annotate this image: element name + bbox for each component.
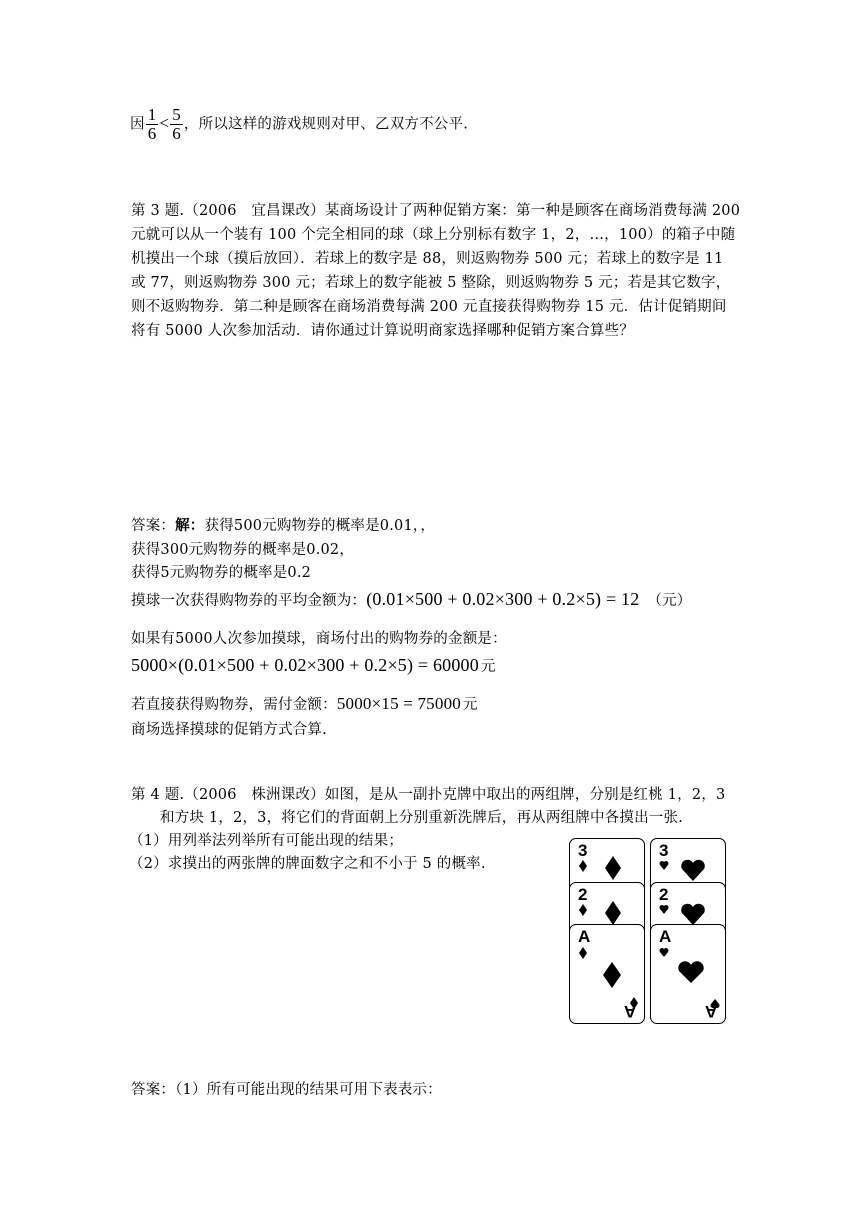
a4-line-1 bbox=[131, 1078, 442, 1099]
a3-line-8: 商场选择摸球的促销方式合算. bbox=[131, 722, 327, 738]
unit-yuan-3: 元 bbox=[463, 697, 478, 713]
solve-label: 解： bbox=[175, 517, 205, 534]
answer-label-2: 答案： bbox=[131, 1082, 176, 1098]
a3-line-2: 获得300元购物券的概率是0.02， bbox=[131, 542, 355, 558]
answer-label: 答案： bbox=[131, 518, 176, 534]
q4-line-3: （1）用列举法列举所有可能出现的结果； bbox=[129, 833, 404, 849]
a3-line-1 bbox=[131, 514, 435, 535]
a3-text-1: 获得500元购物券的概率是0.01，， bbox=[204, 518, 436, 534]
unit-yuan: （元） bbox=[647, 593, 692, 609]
q3-line-1: 第 3 题.（2006 宜昌课改）某商场设计了两种促销方案：第一种是顾客在商场消费每满 200 bbox=[131, 203, 741, 219]
intro-prefix: 因 bbox=[130, 116, 145, 133]
a3-line-4 bbox=[131, 589, 692, 610]
card-rank: A bbox=[578, 927, 591, 946]
fraction-one-sixth: $\frac{1}{6}$ bbox=[147, 105, 157, 143]
unit-yuan-2: 元 bbox=[480, 659, 496, 675]
average-amount-formula: (0.01×500 + 0.02×300 + 0.2×5) = 12 bbox=[366, 589, 640, 609]
heart-icon bbox=[651, 925, 731, 1025]
less-than-sign: < bbox=[159, 113, 170, 133]
q4-line-1: 第 4 题.（2006 株洲课改）如图，是从一副扑克牌中取出的两组牌，分别是红桃 1，2，3 bbox=[131, 787, 726, 803]
card-rank-inverted: A bbox=[623, 1002, 636, 1021]
a3-line-5: 如果有5000人次参加摸球，商场付出的购物券的金额是： bbox=[131, 631, 507, 647]
q3-line-4: 或 77，则返购物券 300 元；若球上的数字能被 5 整除，则返购物券 5 元；若是其它数字， bbox=[131, 275, 731, 291]
a4-text: （1）所有可能出现的结果可用下表表示： bbox=[175, 1082, 442, 1098]
total-amount-formula: 5000×(0.01×500 + 0.02×300 + 0.2×5) = 60000 bbox=[131, 655, 479, 675]
card-heart-ace bbox=[650, 924, 726, 1024]
a3-line-3: 获得5元购物券的概率是0.2 bbox=[131, 565, 312, 581]
intro-suffix: ，所以这样的游戏规则对甲、乙双方不公平. bbox=[183, 116, 469, 133]
card-rank-inverted: A bbox=[704, 1002, 717, 1021]
card-rank: 2 bbox=[578, 885, 588, 904]
q3-line-5: 则不返购物券．第二种是顾客在商场消费每满 200 元直接获得购物券 15 元．估计促销期间 bbox=[131, 299, 727, 315]
direct-amount-formula: 5000×15 = 75000 bbox=[336, 694, 461, 713]
q3-line-6: 将有 5000 人次参加活动．请你通过计算说明商家选择哪种促销方案合算些？ bbox=[131, 323, 635, 339]
a3-line-7 bbox=[131, 693, 478, 714]
q3-line-2: 元就可以从一个装有 100 个完全相同的球（球上分别标有数字 1，2，…，100）的箱子中随 bbox=[131, 227, 736, 243]
q3-line-3: 机摸出一个球（摸后放回）．若球上的数字是 88，则返购物券 500 元；若球上的数字是 11 bbox=[131, 251, 724, 267]
card-rank: 3 bbox=[578, 841, 588, 860]
card-rank: A bbox=[659, 927, 672, 946]
a3-text-4: 摸球一次获得购物券的平均金额为： bbox=[131, 593, 367, 609]
diamond-icon bbox=[570, 925, 650, 1025]
card-diamond-ace bbox=[569, 924, 645, 1024]
intro-line bbox=[130, 106, 468, 143]
q4-line-2: 和方块 1，2，3，将它们的背面朝上分别重新洗牌后，再从两组牌中各摸出一张. bbox=[160, 810, 683, 826]
a3-line-6 bbox=[131, 655, 496, 676]
fraction-five-sixths: $\frac{5}{6}$ bbox=[172, 105, 181, 143]
card-rank: 2 bbox=[659, 885, 669, 904]
card-rank: 3 bbox=[659, 841, 669, 860]
a3-text-7: 若直接获得购物券，需付金额： bbox=[131, 697, 337, 713]
q4-line-4: （2）求摸出的两张牌的牌面数字之和不小于 5 的概率. bbox=[129, 856, 486, 872]
